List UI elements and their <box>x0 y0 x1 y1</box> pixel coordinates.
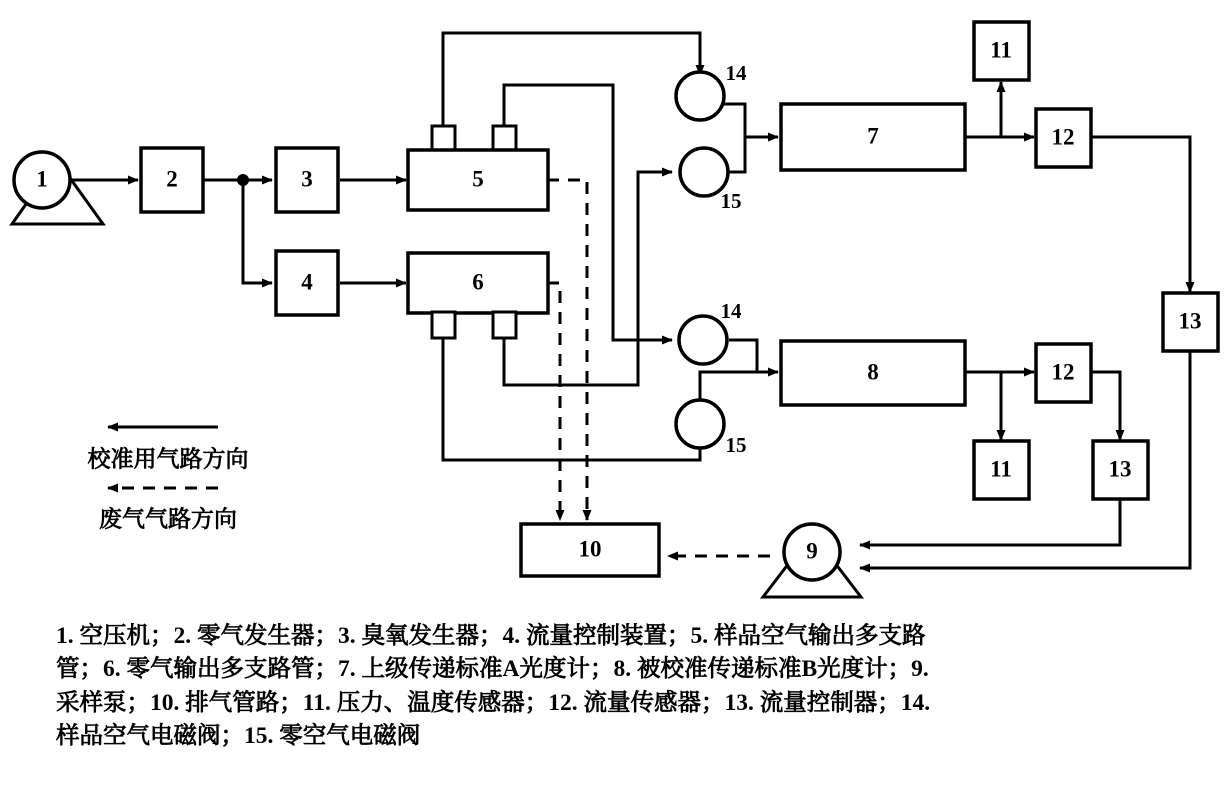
node-15-zero-air-solenoid-top <box>680 148 742 213</box>
node-15a-label: 15 <box>720 188 742 213</box>
node-13a-label: 13 <box>1178 308 1202 334</box>
link-junction-to-4 <box>243 180 272 283</box>
node-12b-label: 12 <box>1051 359 1075 385</box>
waste-link-5-to-10 <box>547 180 587 520</box>
node-15-zero-air-solenoid-bottom <box>676 400 747 457</box>
node-15b-label: 15 <box>725 432 747 457</box>
node-9-label: 9 <box>806 538 818 564</box>
node-6-zero-air-manifold <box>408 253 548 338</box>
node-14-sample-air-solenoid-top <box>676 61 747 120</box>
node-3-ozone-generator <box>276 148 338 212</box>
node-12-flow-sensor-bottom <box>1036 344 1091 402</box>
node-14-sample-air-solenoid-bottom <box>679 299 742 364</box>
node-12-flow-sensor-top <box>1036 109 1091 167</box>
node-11a-label: 11 <box>990 37 1012 63</box>
node-13-flow-controller-lower <box>1093 441 1148 499</box>
node-3-label: 3 <box>301 166 313 192</box>
node-4-flow-control-device <box>276 251 338 315</box>
node-6-label: 6 <box>472 269 484 295</box>
node-2-zero-air-generator <box>141 148 203 212</box>
caption-line: 采样泵；10. 排气管路；11. 压力、温度传感器；12. 流量传感器；13. 流量控制器；14. <box>56 689 931 716</box>
node-7-label: 7 <box>867 123 879 149</box>
link-5-to-14a <box>443 33 700 128</box>
figure-caption <box>56 620 1176 753</box>
node-12a-label: 12 <box>1051 124 1075 150</box>
caption-line: 样品空气电磁阀；15. 零空气电磁阀 <box>56 723 421 750</box>
caption-line: 管；6. 零气输出多支路管；7. 上级传递标准A光度计；8. 被校准传递标准B光度计；9. <box>56 656 929 683</box>
node-2-label: 2 <box>166 166 178 192</box>
node-7-reference-photometer-a <box>781 104 965 170</box>
node-1-label: 1 <box>36 166 48 192</box>
link-12a-to-13a <box>1090 137 1190 292</box>
node-13-flow-controller-right <box>1163 293 1218 351</box>
legend-dashed-label: 废气气路方向 <box>99 506 237 532</box>
link-13b-to-9 <box>860 498 1120 545</box>
link-15a-to-7 <box>729 137 745 172</box>
caption-line: 1. 空压机；2. 零气发生器；3. 臭氧发生器；4. 流量控制装置；5. 样品空气输出多支路 <box>56 623 926 649</box>
legend <box>88 427 249 531</box>
node-4-label: 4 <box>301 269 313 295</box>
node-1-air-compressor <box>12 152 103 224</box>
node-13b-label: 13 <box>1108 456 1132 482</box>
node-5-label: 5 <box>472 166 484 192</box>
node-8-label: 8 <box>867 359 879 385</box>
node-10-label: 10 <box>578 536 602 562</box>
node-9-sampling-pump <box>763 524 861 597</box>
node-10-exhaust-line <box>521 524 659 576</box>
node-14b-label: 14 <box>720 298 742 323</box>
node-5-sample-air-manifold <box>408 126 548 210</box>
node-14a-label: 14 <box>725 60 747 85</box>
node-11-pressure-temp-sensor-bottom <box>974 441 1029 499</box>
link-14b-to-8 <box>729 340 778 372</box>
node-11-pressure-temp-sensor-top <box>974 22 1029 80</box>
link-6-to-15b <box>443 338 700 460</box>
legend-solid-label: 校准用气路方向 <box>87 446 249 472</box>
node-11b-label: 11 <box>990 456 1012 482</box>
node-8-calibrated-photometer-b <box>781 341 965 405</box>
link-12b-to-13b <box>1090 372 1120 440</box>
waste-link-6-to-10 <box>547 283 560 520</box>
